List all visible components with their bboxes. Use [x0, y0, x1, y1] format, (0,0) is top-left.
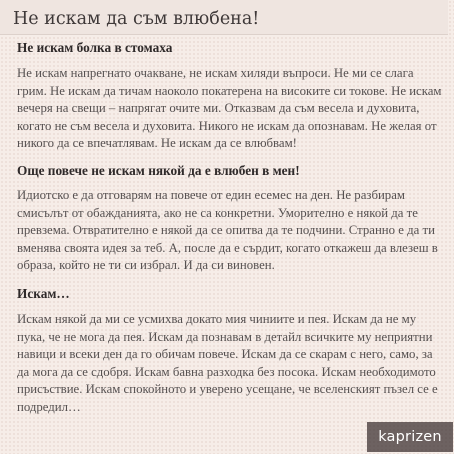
- title-bar: [0, 0, 448, 35]
- section-heading: Още повече не искам някой да е влюбен в мен!: [17, 162, 300, 178]
- article-body: [17, 39, 442, 417]
- page-title: Не искам да съм влюбена!: [13, 9, 260, 29]
- section-heading: Искам…: [17, 285, 70, 301]
- section-paragraph: Искам някой да ми се усмихва докато мия чиниите и пея. Искам да не му пука, че не мога да пея. Искам да познавам в детайл всичките му неприятни навици и всеки ден да го обичам повече. Искам да се скарам с него, само, за да мога да се сдобря. Искам бавна разходка без посока. Искам необходимото присъствие. Искам спокойното и уверено усещане, че вселенският пъзел се е подредил…: [17, 311, 438, 414]
- section-paragraph: Не искам напрегнато очакване, не искам хиляди въпроси. Не ми се слага грим. Не искам да тичам наоколо покатерена на високите си токове. Не искам вечеря на свещи – напрягат очите ми. Отказвам да съм весела и духовита, когато не съм весела и духовита. Никого не искам да опознавам. Не желая от никого да се впечатлявам. Не искам да се влюбвам!: [17, 66, 442, 151]
- section-paragraph: Идиотско е да отговарям на повече от един есемес на ден. Не разбирам смисълът от обажданията, ако не са конкретни. Уморително е някой да те превзема. Отвратително е някой да се опитва да те подчини. Странно е да ти вменява своята идея за теб. А, после да е сърдит, когато откажеш да влезеш в образа, който не ти си избрал. И да си виновен.: [17, 187, 438, 273]
- section-heading: Не искам болка в стомаха: [17, 40, 173, 55]
- kaprizen-watermark: kaprizen: [367, 422, 453, 452]
